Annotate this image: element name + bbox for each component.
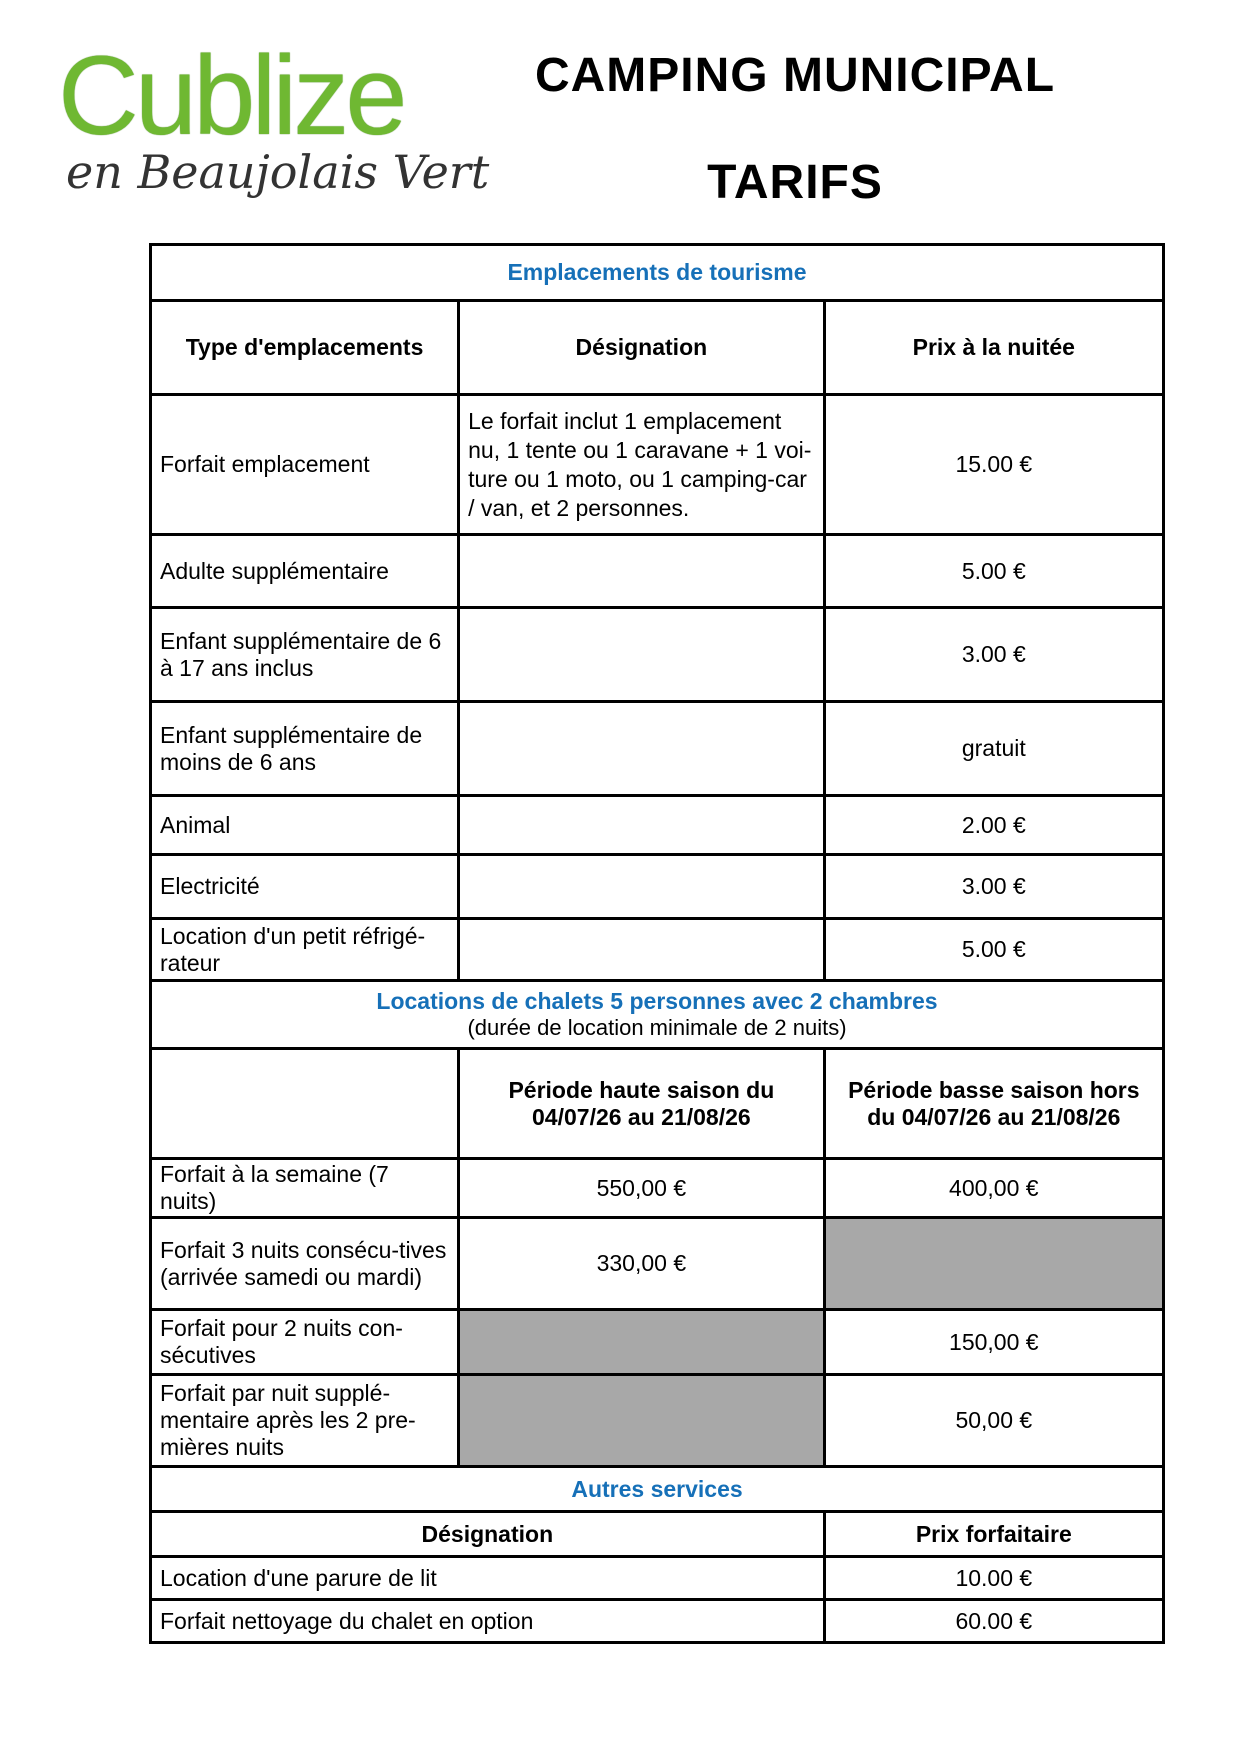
row-high-price-unavailable: [459, 1375, 825, 1467]
chalets-heading-text: Locations de chalets 5 personnes avec 2 chambres: [376, 988, 938, 1014]
page-subtitle: TARIFS: [707, 156, 883, 209]
row-type: Forfait emplacement: [151, 395, 459, 535]
section-tourisme-heading: Emplacements de tourisme: [151, 245, 1164, 301]
row-price: 5.00 €: [824, 535, 1163, 608]
row-type: Animal: [151, 796, 459, 855]
row-type: Location d'un petit réfrigé-rateur: [151, 919, 459, 981]
cublize-logo: [58, 33, 490, 210]
row-low-price-unavailable: [824, 1218, 1163, 1310]
logo-name: Cublize: [58, 33, 404, 158]
row-price: 60.00 €: [824, 1600, 1163, 1643]
col-high-season-header: Période haute saison du 04/07/26 au 21/08/26: [459, 1049, 825, 1159]
col-price-header: Prix à la nuitée: [824, 301, 1163, 395]
table-row: [151, 855, 1164, 919]
row-high-price: 330,00 €: [459, 1218, 825, 1310]
row-designation: [459, 608, 825, 702]
row-label: Forfait nettoyage du chalet en option: [151, 1600, 825, 1643]
row-price: 5.00 €: [824, 919, 1163, 981]
section-tourisme-heading-row: [151, 245, 1164, 301]
row-low-price: 50,00 €: [824, 1375, 1163, 1467]
table-row: [151, 1218, 1164, 1310]
row-high-price-unavailable: [459, 1310, 825, 1375]
row-type: Electricité: [151, 855, 459, 919]
chalets-note: (durée de location minimale de 2 nuits): [467, 1015, 847, 1040]
row-price: 10.00 €: [824, 1557, 1163, 1600]
row-type: Enfant supplémentaire de moins de 6 ans: [151, 702, 459, 796]
row-label: Forfait 3 nuits consécu-tives (arrivée samedi ou mardi): [151, 1218, 459, 1310]
table-row: [151, 1557, 1164, 1600]
col-designation-header: Désignation: [459, 301, 825, 395]
row-label: Forfait à la semaine (7 nuits): [151, 1159, 459, 1218]
row-low-price: 400,00 €: [824, 1159, 1163, 1218]
table-row: [151, 1159, 1164, 1218]
chalets-header-row: [151, 1049, 1164, 1159]
table-row: [151, 535, 1164, 608]
section-chalets-heading-row: [151, 981, 1164, 1049]
row-designation: [459, 855, 825, 919]
row-designation: [459, 919, 825, 981]
col-price-header: Prix forfaitaire: [824, 1512, 1163, 1557]
tourisme-header-row: [151, 301, 1164, 395]
row-price: 2.00 €: [824, 796, 1163, 855]
row-high-price: 550,00 €: [459, 1159, 825, 1218]
row-type: Enfant supplémentaire de 6 à 17 ans inclus: [151, 608, 459, 702]
table-row: [151, 1310, 1164, 1375]
col-type-header: Type d'emplacements: [151, 301, 459, 395]
table-row: [151, 919, 1164, 981]
row-price: 3.00 €: [824, 608, 1163, 702]
table-row: [151, 796, 1164, 855]
col-low-season-header: Période basse saison hors du 04/07/26 au 21/08/26: [824, 1049, 1163, 1159]
row-label: Forfait par nuit supplé-mentaire après les 2 pre-mières nuits: [151, 1375, 459, 1467]
section-services-heading: Autres services: [151, 1467, 1164, 1512]
row-label: Location d'une parure de lit: [151, 1557, 825, 1600]
logo-tagline: en Beaujolais Vert: [66, 145, 490, 199]
row-label: Forfait pour 2 nuits con-sécutives: [151, 1310, 459, 1375]
row-designation: [459, 796, 825, 855]
table-row: [151, 1600, 1164, 1643]
table-row: [151, 1375, 1164, 1467]
row-price: 3.00 €: [824, 855, 1163, 919]
row-designation: Le forfait inclut 1 emplacement nu, 1 tente ou 1 caravane + 1 voi-ture ou 1 moto, ou 1 camping-car / van, et 2 personnes.: [459, 395, 825, 535]
col-designation-header: Désignation: [151, 1512, 825, 1557]
empty-header-cell: [151, 1049, 459, 1159]
row-price: 15.00 €: [824, 395, 1163, 535]
table-row: [151, 608, 1164, 702]
section-services-heading-row: [151, 1467, 1164, 1512]
table-row: [151, 395, 1164, 535]
page-title: CAMPING MUNICIPAL: [534, 49, 1056, 102]
row-designation: [459, 535, 825, 608]
row-price: gratuit: [824, 702, 1163, 796]
row-low-price: 150,00 €: [824, 1310, 1163, 1375]
tarifs-table: [149, 243, 1165, 1644]
row-type: Adulte supplémentaire: [151, 535, 459, 608]
row-designation: [459, 702, 825, 796]
services-header-row: [151, 1512, 1164, 1557]
table-row: [151, 702, 1164, 796]
section-chalets-heading: [151, 981, 1164, 1049]
